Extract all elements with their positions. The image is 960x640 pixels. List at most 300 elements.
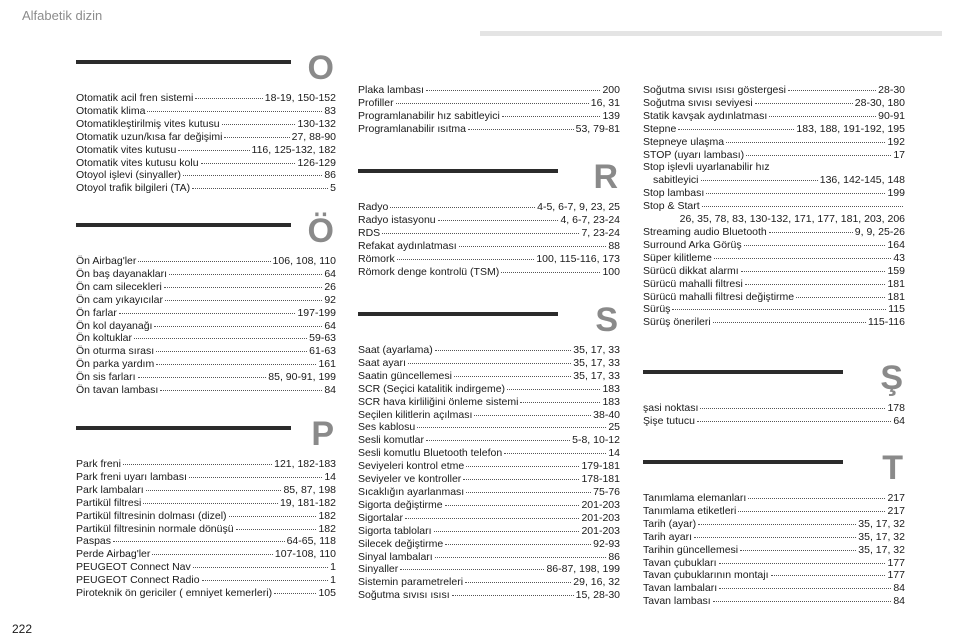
index-entry [358, 227, 620, 240]
entry-pages: 126-129 [297, 156, 336, 169]
entry-pages: 19, 181-182 [279, 496, 336, 509]
section-bar [76, 60, 291, 64]
dot-leader [224, 137, 289, 138]
dot-leader [698, 524, 856, 525]
entry-term: Programlanabilir ısıtma [358, 122, 466, 135]
entry-term: Sürüş [643, 303, 671, 316]
dot-leader [396, 103, 589, 104]
dot-leader [726, 142, 885, 143]
dot-leader [738, 511, 885, 512]
index-entry [358, 525, 620, 538]
dot-leader [714, 258, 891, 259]
entry-pages: 105 [318, 587, 336, 600]
section-r [358, 158, 620, 278]
index-entry [643, 595, 905, 608]
index-entry [76, 510, 336, 523]
entry-pages: 106, 108, 110 [272, 255, 336, 267]
entry-pages: 161 [318, 358, 336, 371]
entry-term: Silecek değiştirme [358, 537, 444, 550]
entry-term: RDS [358, 226, 381, 239]
section-header [76, 49, 336, 92]
index-entry [643, 161, 905, 187]
entry-term: Refakat aydınlatması [358, 239, 457, 252]
entry-list [358, 344, 620, 602]
entry-pages: 100 [602, 265, 620, 278]
entry-term: Partikül filtresinin normale dönüşü [76, 522, 234, 535]
index-entry [643, 505, 905, 518]
entry-pages: 61-63 [309, 345, 336, 358]
section-bar [358, 312, 558, 316]
entry-pages: 5 [330, 182, 336, 195]
entry-term: Ön farlar [76, 306, 117, 319]
entry-term-continued: sabitleyici [653, 174, 699, 187]
entry-term: Ön sis farları [76, 371, 136, 384]
dot-leader [123, 464, 272, 465]
entry-term: Tavan çubukları [643, 556, 717, 569]
dot-leader [466, 492, 591, 493]
index-entry [358, 396, 620, 409]
section-header [643, 359, 905, 402]
index-entry [76, 358, 336, 371]
index-entry [358, 576, 620, 589]
section-t [643, 449, 905, 608]
entry-term: Tavan lambası [643, 595, 711, 608]
entry-pages: 75-76 [593, 485, 620, 498]
entry-pages: 100, 115-116, 173 [536, 252, 620, 265]
entry-term: Partikül filtresinin dolması (dizel) [76, 509, 227, 522]
section-header [358, 301, 620, 344]
entry-pages: 27, 88-90 [291, 130, 336, 143]
entry-term: Sürüş önerileri [643, 316, 711, 329]
section-p-continued [358, 84, 620, 136]
index-entry [643, 265, 905, 278]
entry-pages: 192 [887, 135, 905, 148]
dot-leader [502, 116, 601, 117]
entry-pages: 86-87, 198, 199 [546, 563, 620, 576]
entry-term: Streaming audio Bluetooth [643, 225, 767, 238]
entry-pages: 85, 90-91, 199 [268, 371, 336, 384]
section-bar [76, 426, 291, 430]
entry-term: Stop lambası [643, 187, 705, 200]
index-entry [358, 486, 620, 499]
section-letter: Ş [880, 359, 903, 397]
entry-pages: 5-8, 10-12 [572, 434, 620, 447]
entry-pages: 130-132 [297, 117, 336, 130]
entry-pages: 1 [330, 574, 336, 587]
entry-term: Otomatik klima [76, 104, 146, 117]
index-entry [643, 97, 905, 110]
index-entry [76, 294, 336, 307]
entry-term: Sürücü mahalli filtresi değiştirme [643, 290, 795, 303]
dot-leader [435, 557, 607, 558]
dot-leader [520, 402, 600, 403]
entry-pages: 14 [324, 470, 336, 483]
entry-term: Römork [358, 252, 395, 265]
index-entry [76, 118, 336, 131]
entry-pages: 116, 125-132, 182 [251, 143, 336, 156]
entry-term: PEUGEOT Connect Radio [76, 574, 200, 587]
dot-leader [417, 427, 606, 428]
entry-pages: 86 [608, 550, 620, 563]
dot-leader [160, 390, 322, 391]
entry-list [76, 255, 336, 397]
entry-term: SCR (Seçici katalitik indirgeme) [358, 382, 506, 395]
dot-leader [426, 440, 570, 441]
dot-leader [164, 287, 323, 288]
dot-leader [134, 338, 307, 339]
index-entry [76, 574, 336, 587]
entry-pages: 121, 182-183 [274, 458, 336, 470]
entry-term: Soğutma sıvısı ısısı göstergesi [643, 84, 786, 96]
dot-leader [507, 389, 600, 390]
entry-pages: 14 [608, 447, 620, 460]
index-entry [358, 123, 620, 136]
entry-pages: 92 [324, 293, 336, 306]
entry-list [358, 84, 620, 136]
entry-term: Otomatik acil fren sistemi [76, 92, 194, 104]
entry-pages: 29, 16, 32 [573, 576, 620, 589]
entry-pages: 26 [324, 280, 336, 293]
entry-term: Park lambaları [76, 483, 144, 496]
index-entry [76, 157, 336, 170]
index-entry [643, 492, 905, 505]
entry-term: Ön oturma sırası [76, 345, 155, 358]
index-entry [358, 563, 620, 576]
index-entry [358, 538, 620, 551]
entry-pages: 35, 17, 33 [573, 356, 620, 369]
index-entry [76, 484, 336, 497]
dot-leader [165, 300, 322, 301]
entry-term: Otoyol işlevi (sinyaller) [76, 169, 182, 182]
dot-leader [236, 529, 317, 530]
entry-term: Saatin güncellemesi [358, 369, 452, 382]
entry-pages: 86 [324, 169, 336, 182]
dot-leader [382, 233, 579, 234]
entry-term: Ön parka yardım [76, 358, 155, 371]
entry-term: Statik kavşak aydınlatması [643, 109, 768, 122]
entry-term: Ön tavan lambası [76, 384, 159, 397]
entry-list [76, 458, 336, 600]
header-rule [480, 31, 942, 36]
entry-pages: 85, 87, 198 [283, 483, 336, 496]
index-entry [643, 123, 905, 136]
entry-pages: 18-19, 150-152 [264, 92, 336, 104]
dot-leader [702, 206, 903, 207]
entry-term: Sürücü mahalli filtresi [643, 277, 743, 290]
section-s [358, 301, 620, 602]
entry-term: Partikül filtresi [76, 496, 142, 509]
index-entry [643, 149, 905, 162]
entry-pages: 43 [893, 251, 905, 264]
section-letter: Ö [307, 212, 334, 250]
index-entry [643, 278, 905, 291]
entry-pages: 83 [324, 104, 336, 117]
entry-pages: 115-116 [868, 316, 905, 329]
index-entry [643, 582, 905, 595]
dot-leader [748, 498, 885, 499]
entry-pages: 178-181 [581, 473, 620, 486]
entry-pages: 28-30 [878, 84, 905, 96]
dot-leader [156, 351, 307, 352]
dot-leader [195, 98, 262, 99]
dot-leader [788, 90, 876, 91]
entry-term: Stop işlevli uyarlanabilir hız [643, 161, 770, 174]
entry-pages: 164 [887, 238, 905, 251]
index-entry [643, 239, 905, 252]
dot-leader [201, 163, 296, 164]
entry-pages: 25 [608, 421, 620, 434]
entry-pages: 4, 6-7, 23-24 [560, 213, 620, 226]
entry-term: Süper kilitleme [643, 251, 712, 264]
entry-pages: 35, 17, 33 [573, 344, 620, 356]
entry-pages: 107-108, 110 [274, 548, 336, 561]
page-number: 222 [12, 622, 33, 636]
entry-pages: 28-30, 180 [854, 96, 905, 109]
entry-term: Surround Arka Görüş [643, 238, 742, 251]
index-entry [358, 499, 620, 512]
index-entry [76, 587, 336, 600]
entry-pages: 201-203 [581, 524, 620, 537]
dot-leader [744, 245, 886, 246]
index-entry [643, 226, 905, 239]
dot-leader [152, 554, 273, 555]
dot-leader [740, 550, 856, 551]
dot-leader [706, 193, 885, 194]
entry-pages: 64-65, 118 [286, 535, 336, 548]
section-letter: T [882, 449, 903, 487]
section-o [76, 49, 336, 195]
entry-pages: 84 [893, 582, 905, 595]
index-entry [643, 136, 905, 149]
index-entry [643, 569, 905, 582]
dot-leader [202, 580, 329, 581]
index-entry [358, 370, 620, 383]
entry-term: Seçilen kilitlerin açılması [358, 408, 473, 421]
dot-leader [156, 364, 316, 365]
index-entry [643, 402, 905, 415]
section-bar [358, 169, 558, 173]
index-entry [358, 460, 620, 473]
entry-list [643, 492, 905, 608]
index-entry [358, 434, 620, 447]
index-entry [76, 182, 336, 195]
entry-term: Sigorta değiştirme [358, 498, 443, 511]
index-entry [358, 253, 620, 266]
dot-leader [192, 188, 328, 189]
dot-leader [771, 575, 886, 576]
index-entry [76, 561, 336, 574]
entry-pages: 179-181 [581, 460, 620, 473]
dot-leader [769, 116, 876, 117]
entry-term: Stepne [643, 122, 677, 135]
entry-pages: 178 [887, 402, 905, 414]
index-entry [76, 458, 336, 471]
index-entry [358, 201, 620, 214]
page-header-title: Alfabetik dizin [22, 8, 103, 23]
entry-pages: 64 [893, 414, 905, 427]
dot-leader [138, 261, 270, 262]
entry-term: Otoyol trafik bilgileri (TA) [76, 182, 191, 195]
entry-pages: 64 [324, 319, 336, 332]
index-entry [358, 551, 620, 564]
section-header [76, 415, 336, 458]
dot-leader [438, 220, 559, 221]
entry-term: Sıcaklığın ayarlanması [358, 485, 465, 498]
index-entry [76, 371, 336, 384]
entry-pages: 177 [887, 556, 905, 569]
entry-pages: 35, 17, 32 [858, 543, 905, 556]
entry-pages: 35, 17, 33 [573, 369, 620, 382]
dot-leader [178, 150, 249, 151]
entry-term: Tarih (ayar) [643, 517, 697, 530]
entry-term: Tarihin güncellemesi [643, 543, 739, 556]
dot-leader [755, 103, 853, 104]
dot-leader [504, 453, 606, 454]
entry-pages: 177 [887, 569, 905, 582]
section-bar [643, 370, 843, 374]
index-entry [358, 110, 620, 123]
section-letter: R [593, 158, 618, 196]
entry-pages: 16, 31 [590, 96, 620, 109]
index-entry [358, 344, 620, 357]
entry-term: Programlanabilir hız sabitleyici [358, 109, 500, 122]
section-header [643, 449, 905, 492]
entry-term: Otomatik vites kutusu [76, 143, 177, 156]
entry-term: Soğutma sıvısı ısısı [358, 589, 450, 602]
entry-pages: 197-199 [297, 306, 336, 319]
entry-term: Sinyaller [358, 563, 399, 576]
entry-term: SCR hava kirliliğini önleme sistemi [358, 395, 519, 408]
dot-leader [119, 313, 296, 314]
dot-leader [672, 309, 886, 310]
entry-list [358, 201, 620, 278]
entry-pages: 183 [602, 382, 620, 395]
entry-term: Sistemin parametreleri [358, 576, 464, 589]
entry-term: Tavan çubuklarının montajı [643, 569, 769, 582]
index-entry [358, 240, 620, 253]
section-bar [76, 223, 291, 227]
index-entry [76, 307, 336, 320]
entry-term: Otomatik vites kutusu kolu [76, 156, 199, 169]
dot-leader [713, 601, 892, 602]
entry-pages: 183, 188, 191-192, 195 [796, 122, 905, 135]
dot-leader [138, 377, 267, 378]
index-entry [76, 320, 336, 333]
entry-term: Ön cam yıkayıcılar [76, 293, 163, 306]
dot-leader [390, 207, 535, 208]
dot-leader [719, 563, 886, 564]
index-entry [76, 92, 336, 105]
entry-term: Ön Airbag'ler [76, 255, 137, 267]
index-entry [76, 384, 336, 397]
index-entry [643, 291, 905, 304]
entry-term: Park freni [76, 458, 121, 470]
entry-term: Ses kablosu [358, 421, 416, 434]
entry-pages: 200 [602, 84, 620, 96]
dot-leader [143, 503, 278, 504]
entry-term: Sesli komutlar [358, 434, 424, 447]
index-entry [76, 497, 336, 510]
index-entry [643, 84, 905, 97]
entry-term: Otomatik uzun/kısa far değişimi [76, 130, 223, 143]
dot-leader [408, 363, 571, 364]
entry-pages: 217 [887, 492, 905, 504]
index-entry [358, 266, 620, 279]
dot-leader [678, 129, 794, 130]
dot-leader [274, 593, 316, 594]
entry-continuation-line [643, 174, 905, 187]
entry-term: Perde Airbag'ler [76, 548, 151, 561]
entry-term: Saat (ayarlama) [358, 344, 433, 356]
entry-pages: 199 [887, 187, 905, 200]
index-entry [358, 473, 620, 486]
dot-leader [405, 518, 580, 519]
index-entry [76, 332, 336, 345]
entry-list [76, 92, 336, 195]
entry-pages: 182 [318, 522, 336, 535]
entry-term: Sigortalar [358, 511, 403, 524]
dot-leader [474, 415, 591, 416]
entry-pages: 53, 79-81 [575, 122, 620, 135]
dot-leader [465, 582, 571, 583]
dot-leader [452, 595, 574, 596]
index-entry [76, 471, 336, 484]
dot-leader [445, 544, 591, 545]
entry-term: Tanımlama elemanları [643, 492, 747, 504]
entry-term: Ön baş dayanakları [76, 267, 168, 280]
entry-term: Şişe tutucu [643, 414, 695, 427]
entry-pages: 217 [887, 504, 905, 517]
index-entry [643, 110, 905, 123]
entry-term: Radyo [358, 201, 389, 213]
entry-term: Seviyeler ve kontroller [358, 473, 462, 486]
entry-pages: 201-203 [581, 511, 620, 524]
dot-leader [719, 588, 891, 589]
dot-leader [796, 297, 885, 298]
entry-term: Sesli komutlu Bluetooth telefon [358, 447, 503, 460]
dot-leader [426, 90, 601, 91]
index-entry [643, 415, 905, 428]
entry-pages: 90-91 [878, 109, 905, 122]
entry-pages: 92-93 [593, 537, 620, 550]
dot-leader [154, 326, 322, 327]
index-entry [358, 512, 620, 525]
entry-term: Park freni uyarı lambası [76, 470, 187, 483]
dot-leader [146, 490, 282, 491]
dot-leader [445, 505, 580, 506]
dot-leader [697, 421, 891, 422]
entry-term: Profiller [358, 96, 394, 109]
entry-term: PEUGEOT Connect Nav [76, 561, 191, 574]
entry-pages: 139 [602, 109, 620, 122]
index-entry [76, 523, 336, 536]
entry-pages: 183 [602, 395, 620, 408]
index-entry [76, 131, 336, 144]
entry-term: Tanımlama etiketleri [643, 504, 737, 517]
index-entry [76, 255, 336, 268]
entry-list [643, 84, 905, 329]
dot-leader [183, 175, 322, 176]
section-header [358, 158, 620, 201]
index-entry [358, 357, 620, 370]
entry-term: Piroteknik ön gericiler ( emniyet kemerleri) [76, 587, 273, 600]
index-entry [643, 557, 905, 570]
section-header [76, 212, 336, 255]
index-entry [358, 421, 620, 434]
index-entry [76, 144, 336, 157]
index-entry [643, 200, 905, 213]
entry-pages: 115 [888, 303, 905, 316]
